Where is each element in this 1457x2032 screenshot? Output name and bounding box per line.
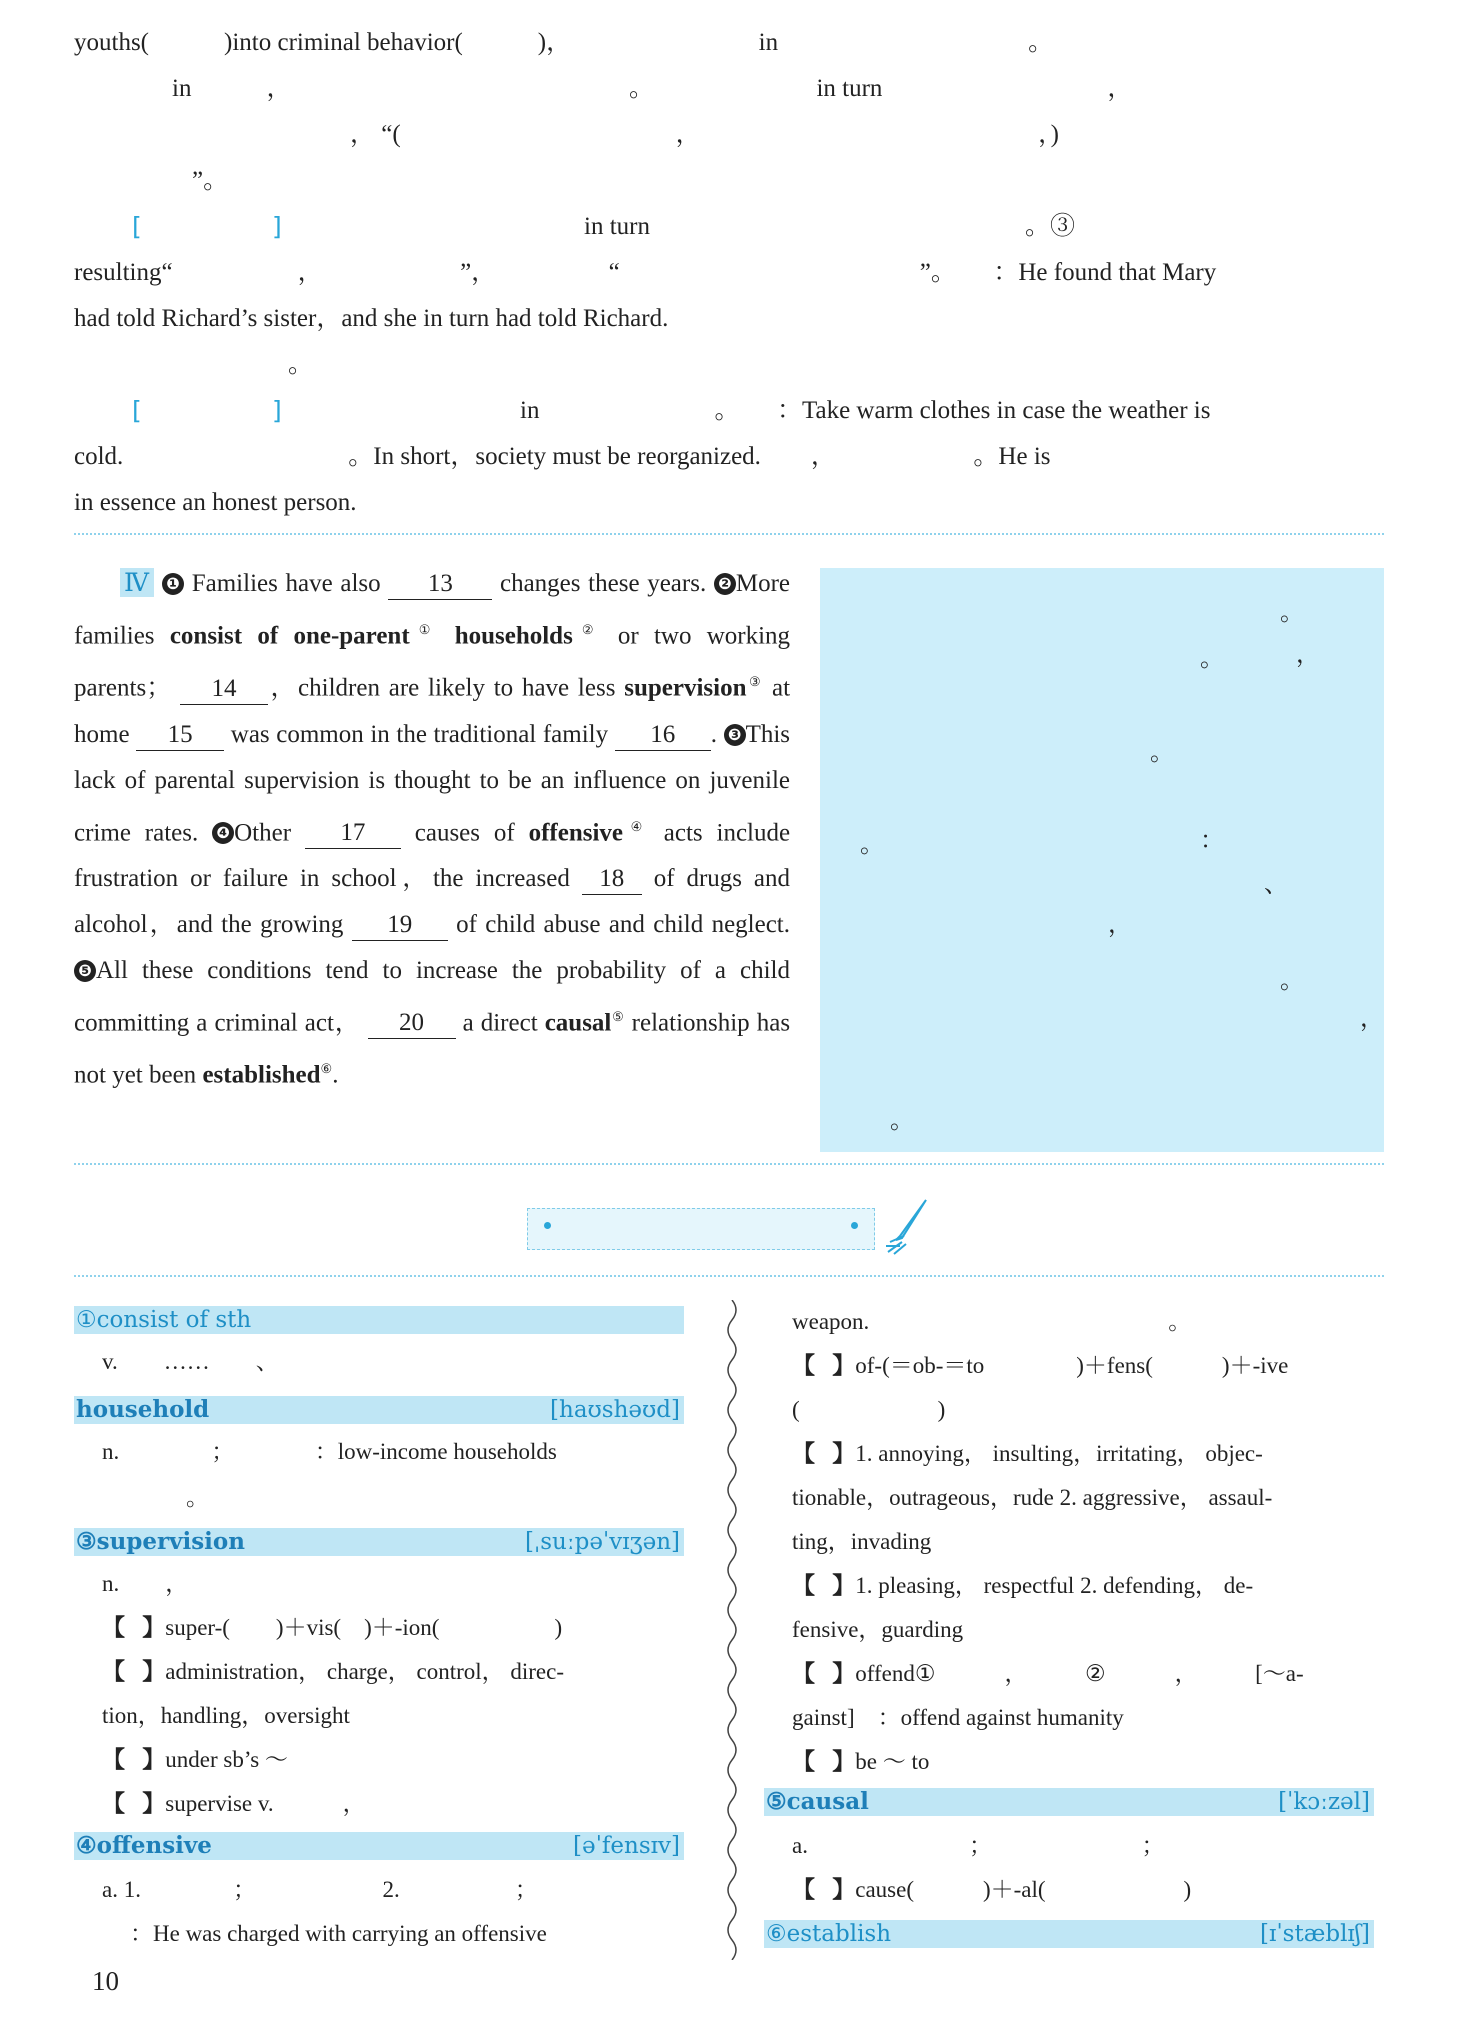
footnote-marker: ① <box>409 622 440 637</box>
bracket: 】 <box>142 1791 166 1817</box>
text-line: ， “( ， ，) <box>350 121 1059 148</box>
sentence-number: ❺ <box>74 960 96 982</box>
vocab-term: ③supervision <box>76 1528 245 1555</box>
bracket: 】 <box>832 1441 856 1467</box>
sentence-number: ❹ <box>212 822 234 844</box>
vocab-line: weapon. 。 <box>792 1309 1192 1334</box>
bracket: 】 <box>142 1659 166 1685</box>
vocab-line: n. ， <box>102 1571 189 1596</box>
bracket: 【 <box>102 1615 125 1641</box>
vocab-term: ①consist of sth <box>76 1307 252 1333</box>
translation-box: 。 。 ， 。 。 ： 、 ， 。 ， 。 <box>820 568 1384 1152</box>
text-line: had told Richard’s sister，and she in turn had told Richard. <box>74 305 669 332</box>
footnote-marker: ④ <box>623 818 650 834</box>
text-line: in essence an honest person. <box>74 489 357 516</box>
passage-text: . <box>710 720 717 748</box>
footnote-marker: ⑥ <box>320 1061 333 1077</box>
vocab-line: tion，handling，oversight <box>102 1703 350 1728</box>
bracket: 【 <box>792 1353 815 1379</box>
text-line: youths( )into criminal behavior( )， in 。 <box>74 29 1054 56</box>
vocab-term: ④offensive <box>76 1832 212 1859</box>
vocab-term: household <box>76 1396 210 1423</box>
blank-15[interactable]: 15 <box>136 720 224 751</box>
passage-text: at home <box>74 674 791 748</box>
passage-text: . <box>332 1061 339 1089</box>
section-divider <box>74 1163 1384 1165</box>
bracket: 【 <box>792 1877 815 1903</box>
bracket: 【 <box>102 1659 125 1685</box>
vocab-line: ( ) <box>792 1397 946 1422</box>
vocab-line: a. 1. ； 2. ； <box>102 1877 538 1902</box>
passage-text: acts include frustration or failure in school，the increased <box>74 818 791 892</box>
vocab-line: v. …… 、 <box>102 1349 279 1374</box>
blank-17[interactable]: 17 <box>305 818 401 849</box>
passage-text: of child abuse and child neglect. <box>456 910 791 938</box>
section-divider <box>74 533 1384 535</box>
vocab-line: gainst] ：offend against humanity <box>792 1705 1124 1730</box>
vocab-heading <box>74 1528 684 1556</box>
bracket: 【 <box>792 1441 815 1467</box>
text-line: resulting“ ， ”， “ ”。 ：He found that Mary <box>74 259 1217 286</box>
vocab-heading <box>74 1832 684 1860</box>
bracket: 【 <box>102 1747 125 1773</box>
vocab-line: supervise v. ， <box>165 1791 366 1816</box>
vocab-term: ⑥establish <box>766 1921 892 1947</box>
passage-text: was common in the traditional family <box>230 720 609 748</box>
bracket: 【 <box>792 1661 815 1687</box>
passage-text: This lack of parental supervision is thought to be an influence on juvenile crime rates. <box>74 720 791 846</box>
footnote-marker: ② <box>572 622 603 637</box>
text-line: in ， 。 in turn ， <box>172 75 1133 102</box>
vocab-line: be ～ to <box>855 1749 930 1774</box>
bracket: 【 <box>792 1749 815 1775</box>
passage-text: More families <box>74 570 791 650</box>
bracket: 】 <box>832 1877 856 1903</box>
bracket: 】 <box>832 1353 856 1379</box>
vocab-heading <box>74 1306 684 1334</box>
text-line: in 。 ：Take warm clothes in case the weather is <box>520 397 1211 424</box>
vocab-phonetic: [əˈfensɪv] <box>573 1833 680 1859</box>
blank-14[interactable]: 14 <box>180 674 268 705</box>
blank-18[interactable]: 18 <box>582 864 642 895</box>
bracket: 【 <box>102 1791 125 1817</box>
vocab-line: 。 <box>186 1485 209 1510</box>
column-separator <box>722 1300 742 1960</box>
passage-text: causes of <box>414 818 515 846</box>
keyword: households <box>454 622 573 650</box>
footnote-marker: ③ <box>746 674 764 690</box>
vocab-heading <box>764 1920 1374 1948</box>
vocab-line: of-(＝ob-＝to )＋fens( )＋-ive <box>855 1353 1289 1378</box>
vocab-heading <box>74 1396 684 1424</box>
bracket: 】 <box>142 1615 166 1641</box>
footnote-marker: ⑤ <box>611 1008 625 1024</box>
vocab-phonetic: [ˈkɔːzəl] <box>1278 1789 1370 1815</box>
pen-icon <box>880 1196 932 1256</box>
bracket: 】 <box>832 1661 856 1687</box>
page-number: 10 <box>92 1966 119 1996</box>
vocab-line: ting，invading <box>792 1529 932 1554</box>
note-bracket-open: [ <box>132 396 142 425</box>
vocab-line: cause( )＋-al( ) <box>855 1877 1192 1902</box>
vocab-line: tionable，outrageous，rude 2. aggressive， assaul- <box>792 1485 1273 1510</box>
blank-13[interactable]: 13 <box>388 569 492 600</box>
vocab-heading <box>764 1788 1374 1816</box>
sentence-number: ❸ <box>724 724 746 746</box>
note-bracket-close: ] <box>272 396 282 425</box>
blank-19[interactable]: 19 <box>352 910 448 941</box>
text-line: ”。 <box>192 167 229 194</box>
keyword: supervision <box>624 674 747 702</box>
vocab-phonetic: [haʊshəʊd] <box>550 1397 680 1423</box>
section-banner <box>527 1208 875 1250</box>
keyword: consist of one-parent <box>169 622 410 650</box>
bracket: 】 <box>832 1749 856 1775</box>
keyword: causal <box>544 1009 612 1037</box>
passage-text: or two working parents； <box>74 622 791 702</box>
passage-text: Other <box>234 818 292 846</box>
passage-text: Families have also <box>191 570 381 597</box>
passage-text: of drugs and alcohol，and the growing <box>74 864 791 938</box>
vocab-line: administration， charge， control， direc- <box>165 1659 565 1684</box>
vocab-line: ：He was charged with carrying an offensive <box>130 1921 547 1946</box>
passage-text: a direct <box>462 1009 538 1037</box>
note-bracket-close: ] <box>272 212 282 241</box>
vocab-phonetic: [ɪˈstæblɪʃ] <box>1260 1921 1370 1947</box>
vocab-line: 1. annoying， insulting，irritating， objec- <box>855 1441 1263 1466</box>
keyword: offensive <box>528 818 623 846</box>
vocab-line: a. ； ； <box>792 1833 1165 1858</box>
bracket: 】 <box>832 1573 856 1599</box>
blank-16[interactable]: 16 <box>615 720 711 751</box>
vocab-line: under sb’s ～ <box>165 1747 288 1772</box>
bracket: 【 <box>792 1573 815 1599</box>
passage-text: changes these years. <box>499 570 707 597</box>
vocab-line: 1. pleasing， respectful 2. defending， de- <box>855 1573 1254 1598</box>
section-divider <box>74 1275 1384 1277</box>
passage-text: relationship has not yet been <box>74 1009 791 1089</box>
text-line: cold. 。In short，society must be reorganized. ， 。He is <box>74 443 1051 470</box>
section-numeral: Ⅳ <box>120 568 154 597</box>
vocab-line: super-( )＋vis( )＋-ion( ) <box>165 1615 563 1640</box>
vocab-line: fensive，guarding <box>792 1617 964 1642</box>
vocab-phonetic: [ˌsuːpəˈvɪʒən] <box>524 1529 680 1555</box>
vocab-term: ⑤causal <box>766 1788 869 1815</box>
passage-text: ，children are likely to have less <box>267 674 616 702</box>
blank-20[interactable]: 20 <box>368 1008 456 1039</box>
sentence-number: ❷ <box>714 573 736 595</box>
vocab-line: n. ； ：low-income households <box>102 1439 557 1464</box>
bracket: 】 <box>142 1747 166 1773</box>
passage-text: All these conditions tend to increase the probability of a child committing a criminal act， <box>74 956 790 1037</box>
text-line: in turn 。③ <box>584 213 1075 240</box>
note-bracket-open: [ <box>132 212 142 241</box>
reading-passage <box>74 560 790 1099</box>
keyword: established <box>202 1061 321 1089</box>
text-line: 。 <box>288 351 314 378</box>
vocab-line: offend① ， ② ， [～a- <box>855 1661 1304 1686</box>
sentence-number: ❶ <box>162 573 184 595</box>
